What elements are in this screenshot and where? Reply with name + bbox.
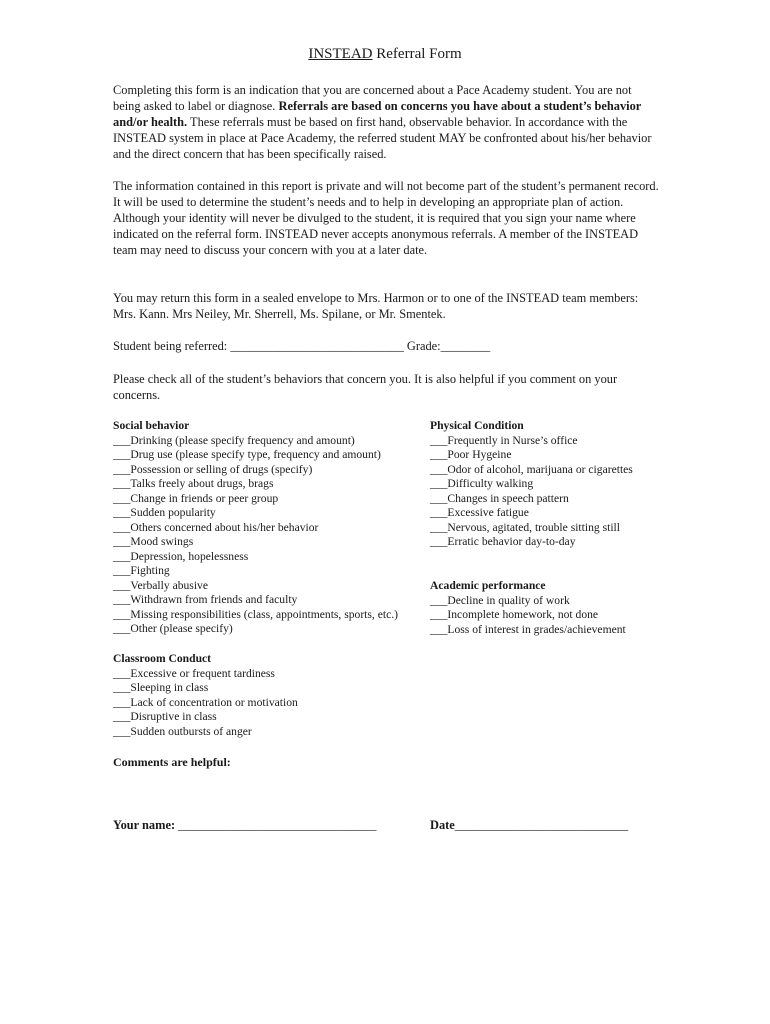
academic-performance-heading: Academic performance: [430, 579, 546, 592]
checklist-item[interactable]: ___Incomplete homework, not done: [430, 608, 599, 621]
your-name-label: Your name:: [113, 818, 179, 832]
checklist-item[interactable]: ___Excessive or frequent tardiness: [113, 666, 275, 680]
title-rest: Referral Form: [372, 46, 462, 62]
classroom-conduct-section: [113, 652, 298, 739]
checklist-item[interactable]: ___Decline in quality of work: [430, 593, 570, 607]
title-instead: INSTEAD: [308, 46, 373, 62]
checklist-item[interactable]: ___Missing responsibilities (class, appointments, sports, etc.): [113, 607, 398, 621]
social-behavior-heading: Social behavior: [113, 419, 190, 432]
checklist-item[interactable]: ___Possession or selling of drugs (specify): [113, 462, 313, 476]
checklist-item[interactable]: ___Frequently in Nurse’s office: [430, 433, 578, 447]
privacy-paragraph: The information contained in this report is private and will not become part of the student’s permanent record. It will be used to determine the student’s needs and to help in developing an appropriate plan of action. Although your identity will never be divulged to the student, it is required that you sign your name where indicated on the referral form. INSTEAD never accepts anonymous referrals. A member of the INSTEAD team may need to discuss your concern with you at a later date.: [113, 179, 659, 257]
checklist-item[interactable]: ___Difficulty walking: [430, 477, 534, 490]
checklist-item[interactable]: ___Talks freely about drugs, brags: [113, 477, 274, 490]
checklist-item[interactable]: ___Changes in speech pattern: [430, 491, 569, 505]
student-referred-line[interactable]: Student being referred: ____________________________ Grade:________: [113, 339, 491, 353]
intro-text-2: These referrals must be based on first hand, observable behavior. In accordance with the INSTEAD system in place at Pace Academy, the referred student MAY be confronted about his/her behavior and the direct concern that has been specifically raised.: [113, 115, 652, 161]
checklist-item[interactable]: ___Depression, hopelessness: [113, 549, 249, 563]
checklist-item[interactable]: ___Sleeping in class: [113, 681, 209, 694]
date-field[interactable]: [430, 818, 628, 833]
instructions-paragraph: Please check all of the student’s behaviors that concern you. It is also helpful if you comment on your concerns.: [113, 372, 618, 402]
intro-text-1: Completing this form is an indication that you are concerned about a Pace Academy student. You are not being asked to label or diagnose.: [113, 83, 632, 113]
intro-paragraph: [113, 82, 661, 162]
social-behavior-section: [113, 419, 398, 637]
checklist-item[interactable]: ___Excessive fatigue: [430, 506, 529, 519]
checklist-item[interactable]: ___Drinking (please specify frequency and amount): [113, 433, 355, 447]
checklist-item[interactable]: ___Sudden popularity: [113, 506, 216, 519]
intro-bold-text: Referrals are based on concerns you have about a student’s behavior and/or health.: [113, 99, 642, 129]
checklist-item[interactable]: ___Poor Hygeine: [430, 448, 512, 461]
checklist-item[interactable]: ___Change in friends or peer group: [113, 491, 279, 505]
checklist-item[interactable]: ___Withdrawn from friends and faculty: [113, 593, 298, 606]
return-info-paragraph: You may return this form in a sealed envelope to Mrs. Harmon or to one of the INSTEAD team members: Mrs. Kann. Mrs Neiley, Mr. Sherrell, Ms. Spilane, or Mr. Smentek.: [113, 291, 639, 321]
checklist-item[interactable]: ___Sudden outbursts of anger: [113, 724, 252, 738]
checklist-item[interactable]: ___Lack of concentration or motivation: [113, 695, 298, 709]
comments-label: Comments are helpful:: [113, 755, 231, 769]
physical-condition-heading: Physical Condition: [430, 419, 524, 432]
academic-performance-section: [430, 579, 626, 637]
checklist-item[interactable]: ___Erratic behavior day-to-day: [430, 535, 576, 548]
checklist-item[interactable]: ___Nervous, agitated, trouble sitting still: [430, 520, 620, 534]
checklist-item[interactable]: ___Other (please specify): [113, 622, 233, 635]
checklist-item[interactable]: ___Odor of alcohol, marijuana or cigarettes: [430, 462, 633, 476]
classroom-conduct-heading: Classroom Conduct: [113, 652, 212, 665]
page-title: [0, 46, 770, 63]
your-name-field[interactable]: [113, 818, 376, 833]
checklist-item[interactable]: ___Loss of interest in grades/achievement: [430, 622, 626, 636]
physical-condition-section: [430, 419, 633, 550]
checklist-item[interactable]: ___Others concerned about his/her behavior: [113, 520, 319, 534]
checklist-item[interactable]: ___Mood swings: [113, 535, 194, 548]
checklist-item[interactable]: ___Verbally abusive: [113, 578, 208, 592]
your-name-line[interactable]: ________________________________: [178, 818, 377, 832]
checklist-item[interactable]: ___Fighting: [113, 564, 170, 577]
checklist-item[interactable]: ___Disruptive in class: [113, 710, 217, 723]
checklist-item[interactable]: ___Drug use (please specify type, frequency and amount): [113, 448, 381, 461]
date-label: Date: [430, 818, 455, 832]
date-line[interactable]: ____________________________: [454, 818, 629, 832]
